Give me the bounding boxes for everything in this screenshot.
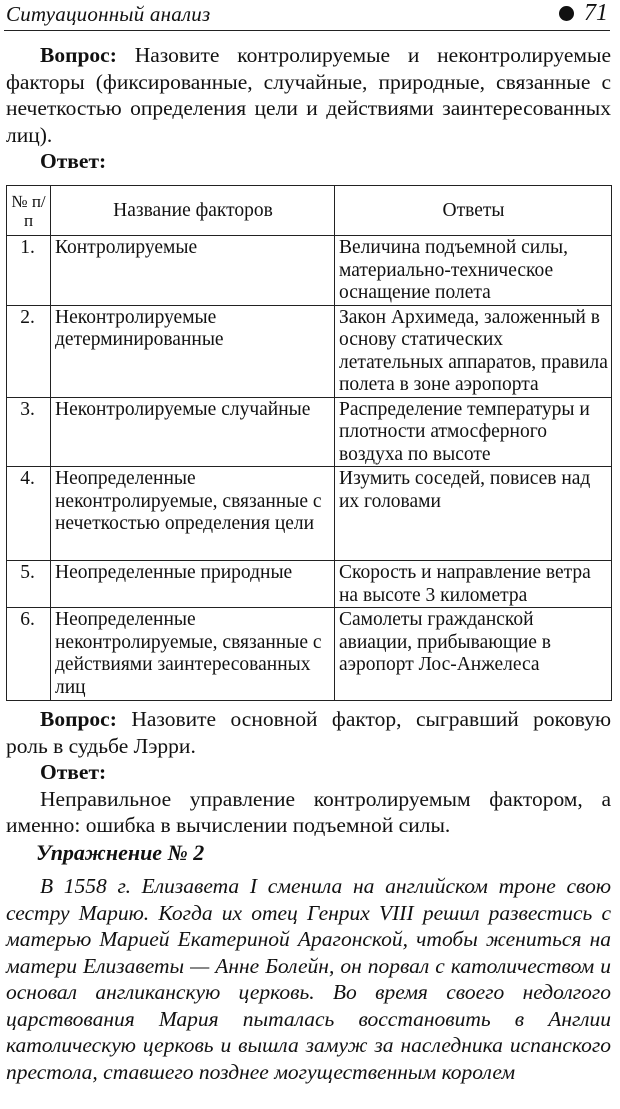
factor-name: Неопределенные неконтролируемые, связанные с нечеткостью определения цели: [51, 467, 335, 561]
row-number: 2.: [7, 305, 51, 397]
exercise-title: Упражнение № 2: [36, 840, 205, 865]
header-answers: Ответы: [335, 186, 612, 236]
factor-name: Неопределенные неконтролируемые, связанные с действиями заинтересованных лиц: [51, 608, 335, 701]
answer-2-text: Неправильное управление контролируемым фактором, а именно: ошибка в вычислении подъемной силы.: [6, 786, 611, 837]
factor-name: Неконтролируемые случайные: [51, 397, 335, 467]
table-header-row: [7, 186, 612, 236]
row-number: 3.: [7, 397, 51, 467]
factor-answer: Закон Архимеда, заложенный в основу статических летательных аппаратов, правила полета в зоне аэропорта: [335, 305, 612, 397]
factor-name: Контролируемые: [51, 236, 335, 306]
factor-name: Неопределенные природные: [51, 561, 335, 608]
question-2-text: Назовите основной фактор, сыгравший роковую роль в судьбе Лэрри.: [6, 707, 612, 758]
table-row: [7, 397, 612, 467]
question-2-label: Вопрос:: [40, 707, 117, 731]
table-row: [7, 305, 612, 397]
exercise-text: В 1558 г. Елизавета I сменила на английском троне свою сестру Марию. Когда их отец Генрих VIII решил развестись с матерью Марией Екатериной Арагонской, чтобы жениться на матери Елизаветы — Анне Болейн, он порвал с католичеством и основал англиканскую церковь. Во время своего недолгого царствования Мария пыталась восстановить в Англии католическую церковь и вышла замуж за наследника испанского престола, ставшего позднее могущественным королем: [6, 874, 611, 1084]
header-page-marker: [559, 0, 608, 27]
factor-answer: Самолеты гражданской авиации, прибывающие в аэропорт Лос-Анжелеса: [335, 608, 612, 701]
running-header: [4, 0, 610, 31]
factor-name: Неконтролируемые детерминированные: [51, 305, 335, 397]
row-number: 6.: [7, 608, 51, 701]
row-number: 1.: [7, 236, 51, 306]
answer-2-label: Ответ:: [40, 760, 107, 784]
exercise-block: [6, 873, 611, 1085]
row-number: 4.: [7, 467, 51, 561]
factor-answer: Распределение температуры и плотности атмосферного воздуха по высоте: [335, 397, 612, 467]
question-1-paragraph: [6, 42, 611, 148]
question-2-block: [6, 706, 611, 839]
factor-answer: Величина подъемной силы, материально-техническое оснащение полета: [335, 236, 612, 306]
table-row: [7, 467, 612, 561]
factor-answer: Изумить соседей, повисев над их головами: [335, 467, 612, 561]
table-row: [7, 236, 612, 306]
header-num: № п/п: [7, 186, 51, 236]
answer-1-label: Ответ:: [40, 149, 107, 173]
bullet-icon: [559, 6, 574, 21]
question-2-paragraph: [6, 706, 611, 759]
table-row: [7, 608, 612, 701]
header-title: Ситуационный анализ: [6, 2, 211, 26]
factors-table: [6, 185, 612, 701]
page-number: 71: [584, 0, 608, 26]
question-1-label: Вопрос:: [40, 43, 117, 67]
table-row: [7, 561, 612, 608]
header-factor-name: Название факторов: [51, 186, 335, 236]
question-1-block: [6, 42, 611, 175]
row-number: 5.: [7, 561, 51, 608]
factor-answer: Скорость и направление ветра на высоте 3 километра: [335, 561, 612, 608]
question-1-text: Назовите контролируемые и неконтролируемые факторы (фиксированные, случайные, природные, связанные с нечеткостью определения цели и действиями заинтересованных лиц).: [6, 43, 611, 147]
